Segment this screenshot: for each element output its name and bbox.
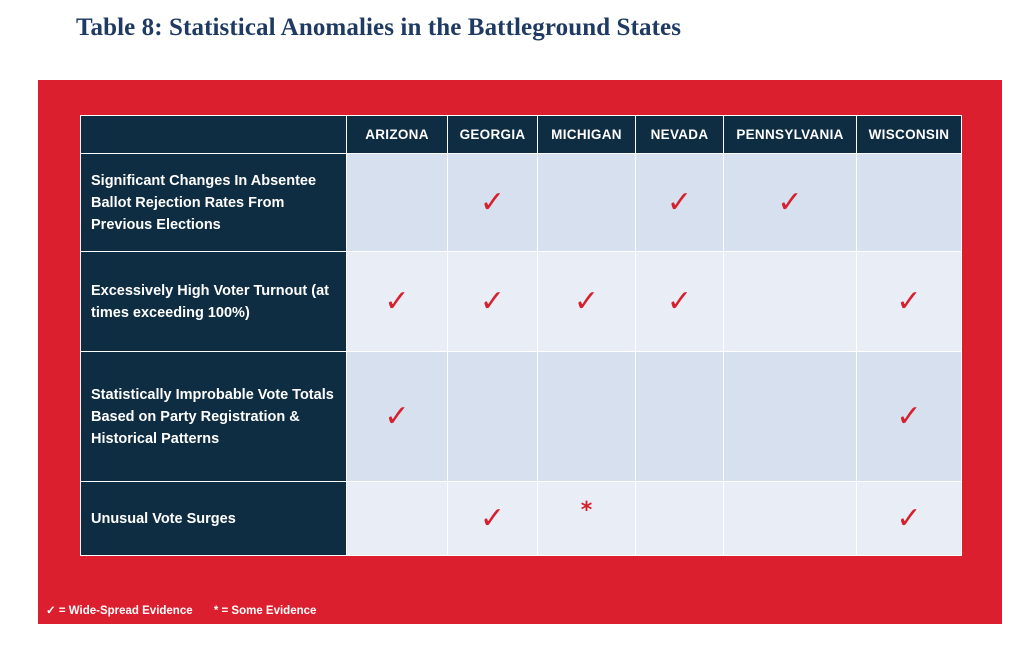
table-cell (448, 352, 538, 482)
table-cell (636, 252, 724, 352)
table-cell (724, 154, 857, 252)
column-header-nevada: NEVADA (636, 116, 724, 154)
mark: ✓ (573, 283, 600, 319)
table-cell (636, 154, 724, 252)
table-cell (347, 154, 448, 252)
table-cell (448, 482, 538, 556)
row-label: Statistically Improbable Vote Totals Based on Party Registration & Historical Patterns (81, 352, 347, 482)
legend-star: * = Some Evidence (213, 605, 317, 617)
table-cell (538, 252, 636, 352)
row-label: Unusual Vote Surges (81, 482, 347, 556)
mark: ✓ (666, 184, 693, 220)
anomalies-table (80, 115, 962, 556)
table-cell (347, 482, 448, 556)
table-cell (724, 352, 857, 482)
mark: ✓ (896, 283, 922, 319)
table-cell (857, 482, 962, 556)
row-label: Excessively High Voter Turnout (at times exceeding 100%) (81, 252, 347, 352)
table-cell (347, 352, 448, 482)
mark: * (580, 497, 593, 523)
column-header-arizona: ARIZONA (347, 116, 448, 154)
mark: ✓ (896, 398, 922, 434)
table-cell (857, 252, 962, 352)
mark: ✓ (896, 500, 922, 536)
mark: ✓ (479, 283, 506, 319)
table-cell (448, 154, 538, 252)
table-cell (538, 352, 636, 482)
table-row (81, 482, 962, 556)
table-row (81, 352, 962, 482)
table-cell (636, 482, 724, 556)
mark: ✓ (479, 184, 506, 220)
header-corner (81, 116, 347, 154)
legend-check: ✓ = Wide-Spread Evidence (46, 605, 193, 617)
table-row (81, 252, 962, 352)
column-header-georgia: GEORGIA (448, 116, 538, 154)
table-cell (636, 352, 724, 482)
table-cell (448, 252, 538, 352)
mark: ✓ (666, 283, 693, 319)
mark: ✓ (777, 184, 803, 220)
header-row (81, 116, 962, 154)
table-cell (724, 252, 857, 352)
column-header-wisconsin: WISCONSIN (857, 116, 962, 154)
table-cell (724, 482, 857, 556)
table-row (81, 154, 962, 252)
legend (46, 603, 334, 617)
page-title: Table 8: Statistical Anomalies in the Battleground States (76, 14, 682, 41)
table-cell (538, 482, 636, 556)
column-header-michigan: MICHIGAN (538, 116, 636, 154)
row-label: Significant Changes In Absentee Ballot Rejection Rates From Previous Elections (81, 154, 347, 252)
table-cell (538, 154, 636, 252)
mark: ✓ (384, 283, 410, 319)
table-cell (347, 252, 448, 352)
mark: ✓ (479, 500, 506, 536)
table-cell (857, 154, 962, 252)
mark: ✓ (384, 398, 410, 434)
column-header-pennsylvania: PENNSYLVANIA (724, 116, 857, 154)
table-cell (857, 352, 962, 482)
